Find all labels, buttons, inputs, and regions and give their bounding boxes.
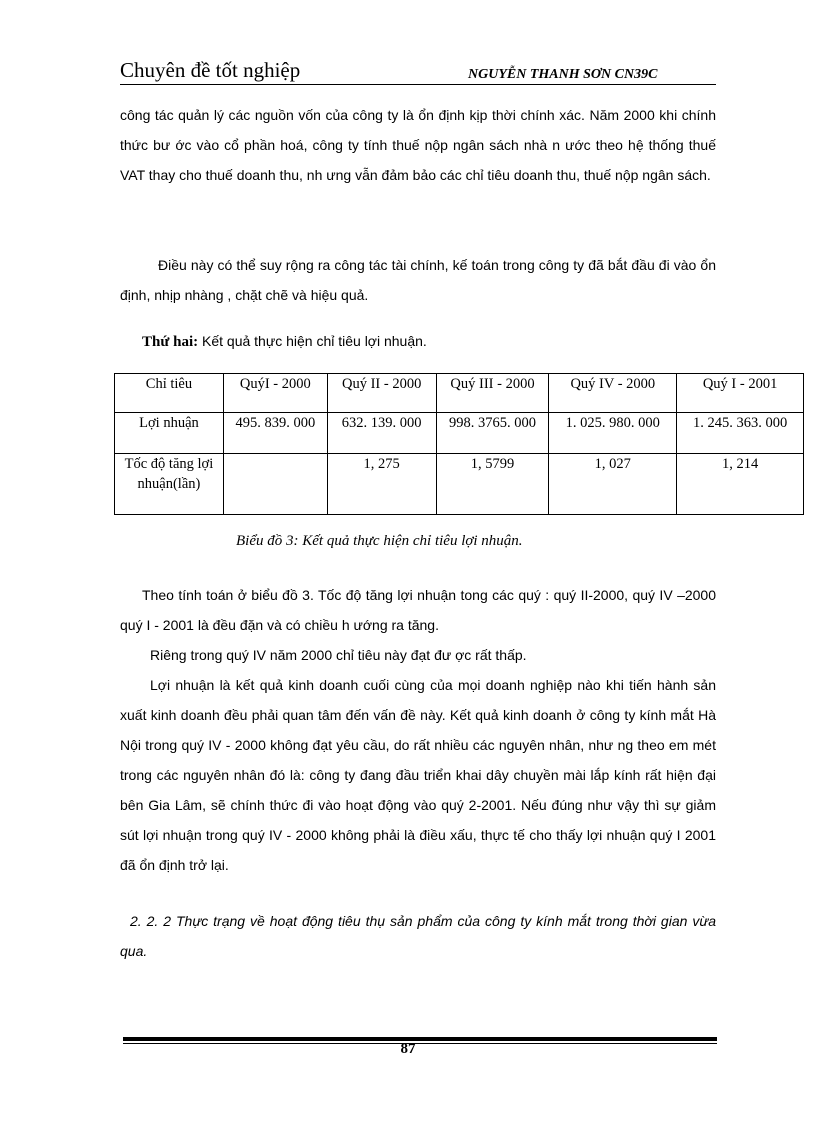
table-cell: 998. 3765. 000 <box>436 413 549 454</box>
paragraph-2-text: Điều này có thể suy rộng ra công tác tài chính, kế toán trong công ty đã bắt đầu đi vào ổn định, nhịp nhàng , chặt chẽ và hiệu quả. <box>120 257 716 303</box>
paragraph-1-text: công tác quản lý các nguồn vốn của công ty là ổn định kịp thời chính xác. Năm 2000 khi chính thức bư ớc vào cổ phần hoá, công ty tính thuế nộp ngân sách nhà n ước theo hệ thống thuế VAT thay cho thuế doanh thu, nh ưng vẫn đảm bảo các chỉ tiêu doanh thu, thuế nộp ngân sách. <box>120 107 716 183</box>
section-label: Thứ hai: <box>142 334 199 350</box>
paragraph-6-text: Lợi nhuận là kết quả kinh doanh cuối cùng của mọi doanh nghiệp nào khi tiến hành sản xuất kinh doanh đều phải quan tâm đến vấn đề này. Kết quả kinh doanh ở công ty kính mắt Hà Nội trong quý IV - 2000 không đạt yêu cầu, do rất nhiều các nguyên nhân, như ng theo em mét trong các nguyên nhân đó là: công ty đang đầu triển khai dây chuyền mài lắp kính rất hiện đại bên Gia Lâm, sẽ chính thức đi vào hoạt động vào quý 2-2001. Nếu đúng như vậy thì sự giảm sút lợi nhuận trong quý IV - 2000 không phải là điều xấu, thực tế cho thấy lợi nhuận quý I 2001 đã ổn định trở lại. <box>120 677 716 873</box>
author-name: NGUYỄN THANH SƠN CN39C <box>468 67 658 82</box>
profit-table <box>114 373 804 515</box>
paragraph-4-text: Theo tính toán ở biểu đồ 3. Tốc độ tăng lợi nhuận tong các quý : quý II-2000, quý IV –2000 quý I - 2001 là đều đặn và có chiều h ướng ra tăng. <box>120 587 716 633</box>
table-cell: Lợi nhuận <box>115 413 224 454</box>
table-header-cell: Quý IV - 2000 <box>549 374 677 413</box>
paragraph-5-text: Riêng trong quý IV năm 2000 chỉ tiêu này đạt đư ợc rất thấp. <box>150 647 527 663</box>
table-cell: 495. 839. 000 <box>223 413 327 454</box>
table-cell: 632. 139. 000 <box>327 413 436 454</box>
table-header-cell: Quý I - 2001 <box>677 374 804 413</box>
paragraph-2 <box>120 250 716 310</box>
analysis-paragraphs <box>120 580 716 880</box>
paragraph-1 <box>120 100 716 190</box>
table-caption: Biểu đồ 3: Kết quả thực hiện chỉ tiêu lợi nhuận. <box>236 533 523 549</box>
section-heading <box>120 326 716 357</box>
table-row <box>115 454 804 515</box>
table-header-cell: QuýI - 2000 <box>223 374 327 413</box>
section-title: Kết quả thực hiện chỉ tiêu lợi nhuận. <box>198 333 427 349</box>
page-header <box>120 58 716 85</box>
table-header-cell: Quý II - 2000 <box>327 374 436 413</box>
table-header-cell: Chỉ tiêu <box>115 374 224 413</box>
table-cell: 1. 245. 363. 000 <box>677 413 804 454</box>
table-cell: Tốc độ tăng lợi nhuận(lần) <box>115 454 224 515</box>
table-cell: 1, 027 <box>549 454 677 515</box>
subsection-title: 2. 2. 2 Thực trạng về hoạt động tiêu thụ sản phẩm của công ty kính mắt trong thời gian vừa qua. <box>120 913 716 959</box>
table-cell: 1, 275 <box>327 454 436 515</box>
table-cell <box>223 454 327 515</box>
document-title: Chuyên đề tốt nghiệp <box>120 58 301 82</box>
table-header-cell: Quý III - 2000 <box>436 374 549 413</box>
table-cell: 1, 214 <box>677 454 804 515</box>
table-cell: 1. 025. 980. 000 <box>549 413 677 454</box>
table-cell: 1, 5799 <box>436 454 549 515</box>
table-row <box>115 413 804 454</box>
page-number: 87 <box>400 1041 416 1057</box>
table-header-row <box>115 374 804 413</box>
subsection-heading <box>120 906 716 966</box>
